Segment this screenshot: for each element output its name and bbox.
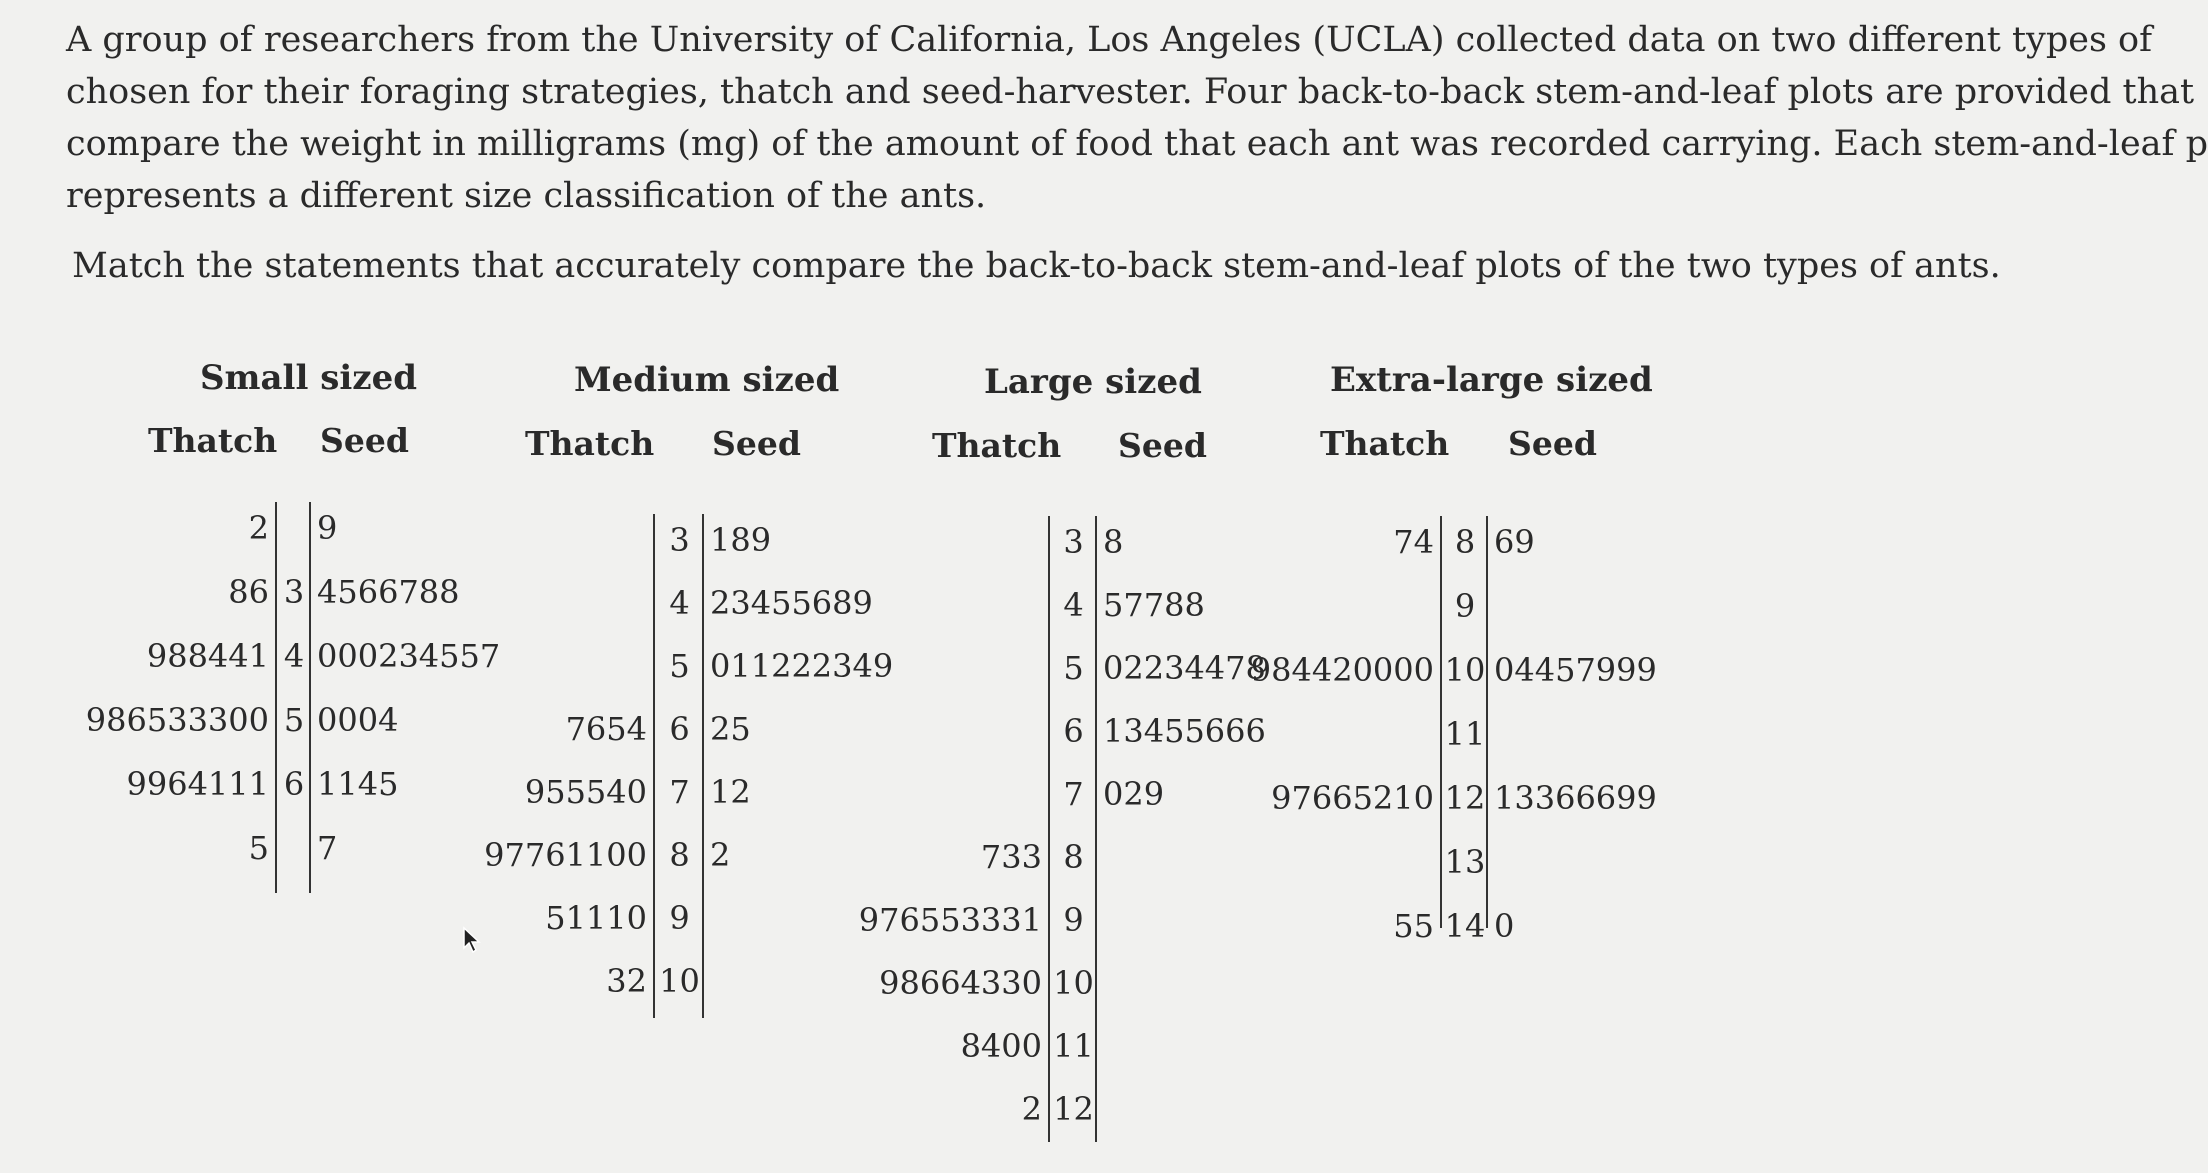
seed-leaves: 9 [317,509,338,547]
intro-line: compare the weight in milligrams (mg) of the amount of food that each ant was recorded carrying. Each stem-and-leaf p [66,124,2208,164]
seed-leaves: 0 [1494,907,1515,945]
intro-paragraph [66,14,2208,222]
stem-value: 6 [669,710,690,748]
stem-value: 14 [1444,907,1486,945]
stem-value: 6 [283,765,305,803]
thatch-leaves: 2 [1021,1090,1042,1128]
stem-value: 4 [669,584,690,622]
stem-value: 8 [1063,838,1084,876]
seed-leaves: 011222349 [710,647,894,685]
thatch-leaves: 984420000 [1250,651,1434,689]
stem-value: 9 [1063,901,1084,939]
mouse-cursor-icon [462,926,484,954]
stem-value: 13 [1444,843,1486,881]
stem-value: 10 [1444,651,1486,689]
thatch-leaves: 7654 [565,710,647,748]
seed-leaves: 02234478 [1103,649,1266,687]
thatch-leaves: 55 [1393,907,1434,945]
thatch-leaves: 8400 [960,1027,1042,1065]
intro-line: represents a different size classification of the ants. [66,176,987,216]
thatch-leaves: 97665210 [1271,779,1434,817]
column-header-seed: Seed [712,424,801,463]
thatch-leaves: 32 [606,962,647,1000]
seed-leaves: 7 [317,829,338,867]
seed-leaves: 13455666 [1103,712,1266,750]
stem-value: 12 [1444,779,1486,817]
stem-value: 9 [669,899,690,937]
seed-leaves: 2 [710,836,731,874]
seed-leaves: 4566788 [317,573,460,611]
plot-title-large-sized: Large sized [984,362,1202,402]
seed-leaves: 000234557 [317,637,501,675]
column-header-thatch: Thatch [148,421,278,460]
stem-value: 4 [1063,586,1084,624]
stem-value: 5 [669,647,690,685]
thatch-leaves: 97761100 [484,836,647,874]
thatch-leaves: 986533300 [85,701,269,739]
column-header-thatch: Thatch [525,424,655,463]
plot-title-medium-sized: Medium sized [574,360,840,400]
seed-leaves: 13366699 [1494,779,1657,817]
thatch-leaves: 988441 [146,637,269,675]
stem-value: 3 [1063,523,1084,561]
stem-value: 10 [1053,964,1094,1002]
column-header-seed: Seed [1118,426,1207,465]
stem-value: 4 [283,637,305,675]
stem-value: 8 [1454,523,1476,561]
stem-value: 7 [1063,775,1084,813]
thatch-leaves: 51110 [545,899,647,937]
seed-leaves: 25 [710,710,751,748]
intro-line: A group of researchers from the University of California, Los Angeles (UCLA) collected data on two different types of [66,20,2153,60]
stem-value: 5 [1063,649,1084,687]
thatch-leaves: 5 [248,829,269,867]
thatch-leaves: 955540 [524,773,647,811]
seed-leaves: 189 [710,521,772,559]
thatch-leaves: 74 [1393,523,1434,561]
stem-value: 3 [283,573,305,611]
stem-value: 7 [669,773,690,811]
thatch-leaves: 86 [228,573,269,611]
seed-leaves: 8 [1103,523,1124,561]
seed-leaves: 57788 [1103,586,1205,624]
plot-title-small-sized: Small sized [200,358,417,398]
stem-value: 12 [1053,1090,1094,1128]
column-header-seed: Seed [1508,424,1597,463]
stem-value: 10 [659,962,700,1000]
stem-value: 3 [669,521,690,559]
thatch-leaves: 976553331 [858,901,1042,939]
seed-leaves: 12 [710,773,751,811]
seed-leaves: 0004 [317,701,399,739]
seed-leaves: 029 [1103,775,1165,813]
seed-leaves: 23455689 [710,584,873,622]
seed-leaves: 04457999 [1494,651,1657,689]
stem-value: 5 [283,701,305,739]
intro-line: chosen for their foraging strategies, thatch and seed-harvester. Four back-to-back stem-and-leaf plots are provided that [66,72,2195,112]
plot-title-extra-large-sized: Extra-large sized [1330,360,1653,400]
stem-value: 6 [1063,712,1084,750]
stem-value: 9 [1454,587,1476,625]
column-header-thatch: Thatch [932,426,1062,465]
column-header-seed: Seed [320,421,409,460]
instruction-text: Match the statements that accurately compare the back-to-back stem-and-leaf plots of the two types of ants. [72,246,2001,286]
stem-value: 11 [1444,715,1486,753]
thatch-leaves: 98664330 [879,964,1042,1002]
seed-leaves: 69 [1494,523,1535,561]
stem-value: 8 [669,836,690,874]
thatch-leaves: 9964111 [126,765,269,803]
thatch-leaves: 2 [248,509,269,547]
stem-value: 11 [1053,1027,1094,1065]
seed-leaves: 1145 [317,765,399,803]
thatch-leaves: 733 [980,838,1042,876]
column-header-thatch: Thatch [1320,424,1450,463]
